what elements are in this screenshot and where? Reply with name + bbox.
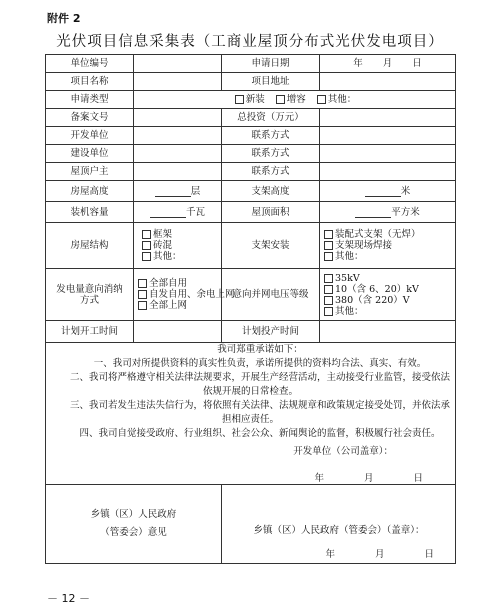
structure-options: 框架 砖混 其他： <box>134 223 222 269</box>
checkbox-full-grid[interactable] <box>138 301 147 310</box>
apply-type-options: 新装 增容 其他： <box>134 91 456 109</box>
checkbox-frame[interactable] <box>142 230 151 239</box>
checkbox-structure-other[interactable] <box>142 252 151 261</box>
label-capacity: 装机容量 <box>46 202 134 223</box>
label-mounting: 支架安装 <box>222 223 320 269</box>
field-contact-2[interactable] <box>320 145 456 163</box>
field-roof-area[interactable]: 平方米 <box>320 202 456 223</box>
checkbox-welded[interactable] <box>324 241 333 250</box>
developer-signature: 开发单位（公司盖章）： <box>293 446 393 457</box>
declaration-date: 年 月 日 <box>314 473 423 484</box>
checkbox-new[interactable] <box>235 95 244 104</box>
label-plan-operation: 计划投产时间 <box>222 321 320 343</box>
page-number: － 12 － <box>47 592 90 605</box>
declaration-lead: 我司郑重承诺如下： <box>217 344 303 355</box>
checkbox-mounting-other[interactable] <box>324 252 333 261</box>
label-plan-start: 计划开工时间 <box>46 321 134 343</box>
field-unit-code[interactable] <box>134 55 222 73</box>
label-unit-code: 单位编号 <box>46 55 134 73</box>
field-plan-operation[interactable] <box>320 321 456 343</box>
label-roof-owner: 屋顶户主 <box>46 163 134 181</box>
field-record-no[interactable] <box>134 109 222 127</box>
label-record-no: 备案文号 <box>46 109 134 127</box>
field-roof-owner[interactable] <box>134 163 222 181</box>
label-project-name: 项目名称 <box>46 73 134 91</box>
label-apply-type: 申请类型 <box>46 91 134 109</box>
gov-date: 年 月 日 <box>325 549 434 560</box>
declaration-item-1: 一、我司对所提供资料的真实性负责，承诺所提供的资料均合法、真实、有效。 <box>93 358 427 369</box>
label-consumption: 发电量意向消纳方式 <box>46 269 134 321</box>
gov-opinion-label: 乡镇（区）人民政府 （管委会）意见 <box>46 485 222 564</box>
label-developer: 开发单位 <box>46 127 134 145</box>
label-project-address: 项目地址 <box>222 73 320 91</box>
gov-opinion-field[interactable]: 乡镇（区）人民政府（管委会）（盖章）： 年 月 日 <box>222 485 456 564</box>
checkbox-self-use[interactable] <box>138 279 147 288</box>
label-voltage: 意向并网电压等级 <box>222 269 320 321</box>
info-collection-table <box>45 54 456 564</box>
attachment-label: 附件 2 <box>47 12 81 25</box>
field-capacity[interactable]: 千瓦 <box>134 202 222 223</box>
label-contact-1: 联系方式 <box>222 127 320 145</box>
label-contact-3: 联系方式 <box>222 163 320 181</box>
field-total-investment[interactable] <box>320 109 456 127</box>
checkbox-10kv[interactable] <box>324 285 333 294</box>
label-roof-height: 房屋高度 <box>46 181 134 202</box>
label-bracket-height: 支架高度 <box>222 181 320 202</box>
field-project-address[interactable] <box>320 73 456 91</box>
field-builder[interactable] <box>134 145 222 163</box>
label-apply-date: 申请日期 <box>222 55 320 73</box>
label-roof-area: 屋顶面积 <box>222 202 320 223</box>
checkbox-apply-other[interactable] <box>317 95 326 104</box>
checkbox-capacity-increase[interactable] <box>276 95 285 104</box>
form-title: 光伏项目信息采集表（工商业屋顶分布式光伏发电项目） <box>56 34 444 50</box>
field-contact-3[interactable] <box>320 163 456 181</box>
checkbox-voltage-other[interactable] <box>324 307 333 316</box>
field-contact-1[interactable] <box>320 127 456 145</box>
label-contact-2: 联系方式 <box>222 145 320 163</box>
mounting-options: 装配式支架（无焊） 支架现场焊接 其他： <box>320 223 456 269</box>
label-total-investment: 总投资（万元） <box>222 109 320 127</box>
declaration-block <box>46 343 456 485</box>
checkbox-35kv[interactable] <box>324 274 333 283</box>
field-project-name[interactable] <box>134 73 222 91</box>
checkbox-assembled[interactable] <box>324 230 333 239</box>
checkbox-brick[interactable] <box>142 241 151 250</box>
consumption-options: 全部自用 自发自用、余电上网 全部上网 <box>134 269 222 321</box>
field-bracket-height[interactable]: 米 <box>320 181 456 202</box>
declaration-item-4: 四、我司自觉接受政府、行业组织、社会公众、新闻舆论的监督，积极履行社会责任。 <box>79 428 441 439</box>
field-apply-date[interactable]: 年 月 日 <box>320 55 456 73</box>
declaration-item-3: 三、我司若发生违法失信行为，将依照有关法律、法规规章和政策规定接受处罚，并依法承担相应责任。 <box>69 400 450 425</box>
checkbox-surplus-grid[interactable] <box>138 290 147 299</box>
field-roof-height[interactable]: 层 <box>134 181 222 202</box>
field-developer[interactable] <box>134 127 222 145</box>
field-plan-start[interactable] <box>134 321 222 343</box>
label-structure: 房屋结构 <box>46 223 134 269</box>
label-builder: 建设单位 <box>46 145 134 163</box>
checkbox-380v[interactable] <box>324 296 333 305</box>
declaration-item-2: 二、我司将严格遵守相关法律法规要求，开展生产经营活动，主动接受行业监管，接受依法依规开展的日常检查。 <box>69 372 450 397</box>
voltage-options: 35kV 10（含 6、20）kV 380（含 220）V 其他： <box>320 269 456 321</box>
